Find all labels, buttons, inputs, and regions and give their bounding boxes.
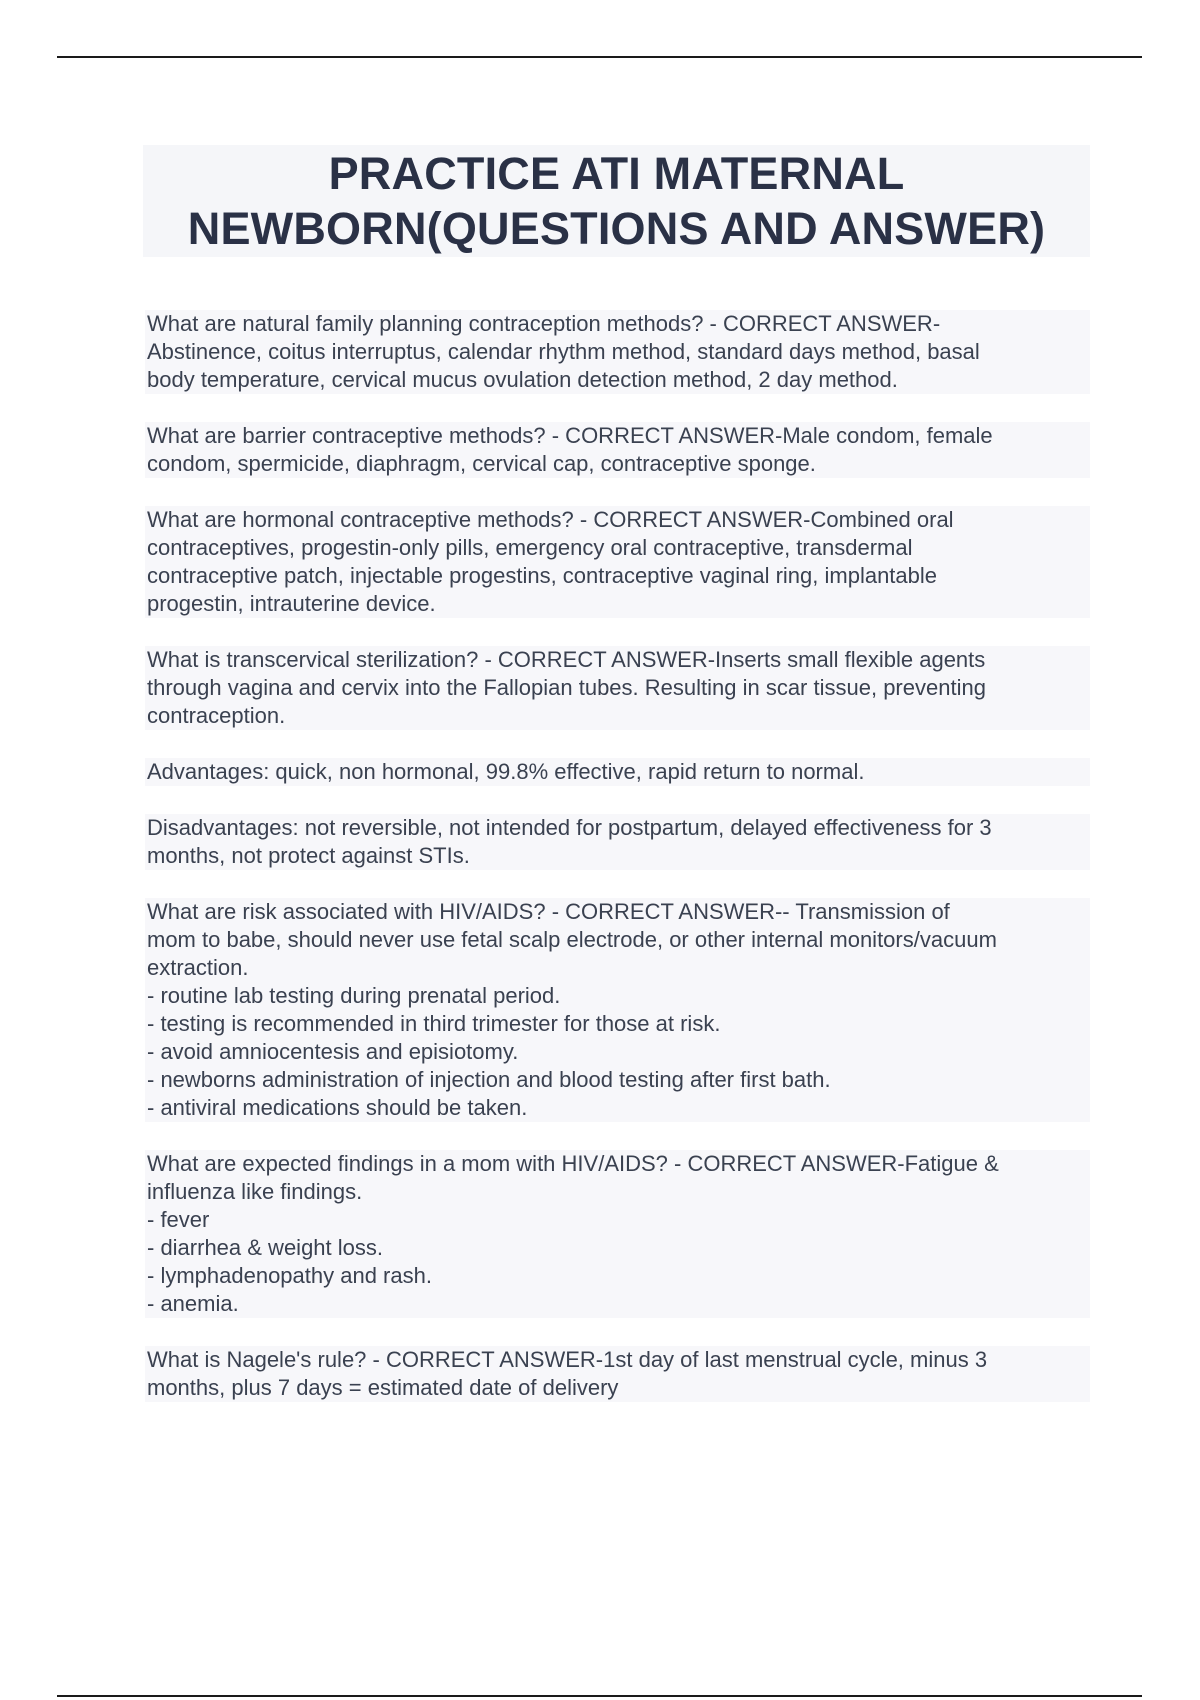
paragraph-line: - diarrhea & weight loss. xyxy=(147,1235,383,1260)
paragraph-line: What are expected findings in a mom with HIV/AIDS? - CORRECT ANSWER-Fatigue & xyxy=(147,1151,999,1176)
qa-paragraph xyxy=(145,646,1090,730)
paragraph-line: - testing is recommended in third trimester for those at risk. xyxy=(147,1011,721,1036)
paragraph-line: - routine lab testing during prenatal period. xyxy=(147,983,561,1008)
paragraph-line: - antiviral medications should be taken. xyxy=(147,1095,528,1120)
paragraph-line: What are barrier contraceptive methods? - CORRECT ANSWER-Male condom, female xyxy=(147,423,993,448)
qa-paragraph xyxy=(145,898,1090,1122)
paragraph-line: - anemia. xyxy=(147,1291,239,1316)
paragraph-line: through vagina and cervix into the Fallopian tubes. Resulting in scar tissue, preventing xyxy=(147,675,986,700)
paragraph-line: What are risk associated with HIV/AIDS? - CORRECT ANSWER-- Transmission of xyxy=(147,899,950,924)
qa-paragraph xyxy=(145,1346,1090,1402)
paragraph-line: extraction. xyxy=(147,955,249,980)
page-title-line-2: NEWBORN(QUESTIONS AND ANSWER) xyxy=(187,203,1046,254)
qa-paragraph xyxy=(145,814,1090,870)
title-block xyxy=(143,145,1090,257)
paragraph-line: condom, spermicide, diaphragm, cervical cap, contraceptive sponge. xyxy=(147,451,816,476)
header-rule xyxy=(57,56,1142,58)
page-title-line-1: PRACTICE ATI MATERNAL xyxy=(328,148,905,199)
qa-paragraph xyxy=(145,758,1090,786)
paragraph-line: contraceptives, progestin-only pills, emergency oral contraceptive, transdermal xyxy=(147,535,913,560)
paragraph-line: months, not protect against STIs. xyxy=(147,843,470,868)
paragraph-line: - lymphadenopathy and rash. xyxy=(147,1263,432,1288)
paragraph-line: contraception. xyxy=(147,703,286,728)
paragraph-line: What is transcervical sterilization? - CORRECT ANSWER-Inserts small flexible agents xyxy=(147,647,986,672)
qa-paragraph xyxy=(145,1150,1090,1318)
paragraph-line: What are hormonal contraceptive methods? - CORRECT ANSWER-Combined oral xyxy=(147,507,954,532)
footer-rule xyxy=(57,1695,1142,1697)
qa-paragraph xyxy=(145,506,1090,618)
paragraph-line: - avoid amniocentesis and episiotomy. xyxy=(147,1039,519,1064)
page-title xyxy=(188,146,1045,256)
paragraph-line: progestin, intrauterine device. xyxy=(147,591,436,616)
paragraph-line: Disadvantages: not reversible, not intended for postpartum, delayed effectiveness for 3 xyxy=(147,815,992,840)
qa-paragraph xyxy=(145,310,1090,394)
paragraph-line: Abstinence, coitus interruptus, calendar rhythm method, standard days method, basal xyxy=(147,339,980,364)
paragraph-line: mom to babe, should never use fetal scalp electrode, or other internal monitors/vacuum xyxy=(147,927,997,952)
paragraph-line: Advantages: quick, non hormonal, 99.8% effective, rapid return to normal. xyxy=(147,759,865,784)
paragraph-line: body temperature, cervical mucus ovulation detection method, 2 day method. xyxy=(147,367,898,392)
paragraph-line: What are natural family planning contraception methods? - CORRECT ANSWER- xyxy=(147,311,941,336)
paragraph-line: What is Nagele's rule? - CORRECT ANSWER-1st day of last menstrual cycle, minus 3 xyxy=(147,1347,988,1372)
paragraph-line: - newborns administration of injection and blood testing after first bath. xyxy=(147,1067,831,1092)
paragraph-line: influenza like findings. xyxy=(147,1179,363,1204)
document-body xyxy=(145,310,1090,1430)
paragraph-line: - fever xyxy=(147,1207,210,1232)
qa-paragraph xyxy=(145,422,1090,478)
paragraph-line: contraceptive patch, injectable progestins, contraceptive vaginal ring, implantable xyxy=(147,563,938,588)
paragraph-line: months, plus 7 days = estimated date of delivery xyxy=(147,1375,619,1400)
